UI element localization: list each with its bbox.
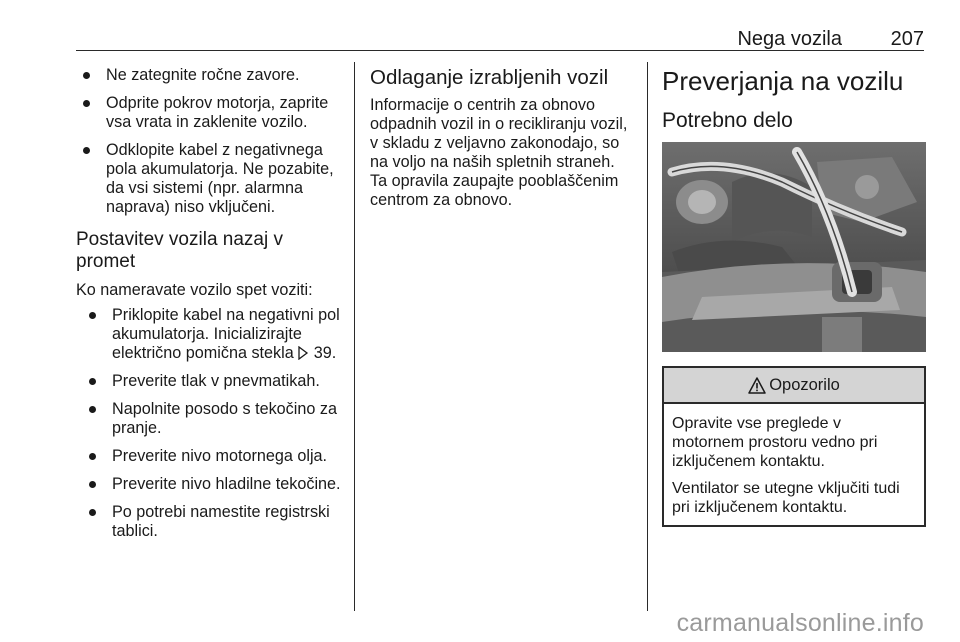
bullet-icon [83,72,90,79]
chapter-heading: Preverjanja na vozilu [662,66,904,96]
bullet-icon [89,312,96,319]
warning-body [664,404,924,525]
list-item: Po potrebi namestite registrski tablici. [82,503,342,541]
bullet-icon [83,100,90,107]
reference-arrow-icon [298,346,309,360]
bullet-icon [83,147,90,154]
bullet-icon [89,509,96,516]
page-number: 207 [890,28,924,50]
engine-bay-photo [662,142,926,352]
restart-list [76,306,342,541]
warning-box [662,366,926,527]
list-item: Odprite pokrov motorja, zaprite vsa vrata in zaklenite vozilo. [76,94,342,132]
section-title: Nega vozila [737,28,842,50]
warning-triangle-icon [748,377,766,394]
warning-title: Opozorilo [769,376,840,394]
shutdown-list [76,66,342,217]
section-heading: Odlaganje izrabljenih vozil [370,66,609,89]
warning-header [664,368,924,404]
list-item: Preverite tlak v pnevmatikah. [82,372,342,391]
column-middle [370,66,632,210]
bullet-icon [89,378,96,385]
list-item: Napolnite posodo s tekočino za pranje. [82,400,342,438]
page-reference-link[interactable]: 39. [298,344,336,362]
bullet-icon [89,481,96,488]
list-item: Preverite nivo motornega olja. [82,447,342,466]
column-left [76,66,342,550]
bullet-icon [89,453,96,460]
page-header [76,28,924,51]
column-right [662,66,926,527]
list-item: Odklopite kabel z negativnega pola akumulatorja. Ne pozabite, da vsi sistemi (npr. alarmna naprava) niso vključeni. [76,141,342,217]
bullet-icon [89,406,96,413]
warning-paragraph: Ventilator se utegne vključiti tudi pri izključenem kontaktu. [672,480,900,516]
column-divider [354,62,355,611]
watermark: carmanualsonline.info [676,609,924,637]
list-item: Priklopite kabel na negativni pol akumulatorja. Inicializirajte električno pomična stekla 39. [82,306,342,363]
body-text: Informacije o centrih za obnovo odpadnih vozil in o recikliranju vozil, v skladu z veljavno zakonodajo, so na voljo na naših spletnih straneh. Ta opravila zaupajte pooblaščenim centrom za obnovo. [370,96,628,209]
warning-paragraph: Opravite vse preglede v motornem prostoru vedno pri izključenem kontaktu. [672,415,878,470]
list-item: Preverite nivo hladilne tekočine. [82,475,342,494]
column-divider [647,62,648,611]
subsection-heading: Potrebno delo [662,109,793,132]
section-heading: Postavitev vozila nazaj v promet [76,229,283,272]
list-item: Ne zategnite ročne zavore. [76,66,342,85]
intro-text: Ko nameravate vozilo spet voziti: [76,281,313,299]
